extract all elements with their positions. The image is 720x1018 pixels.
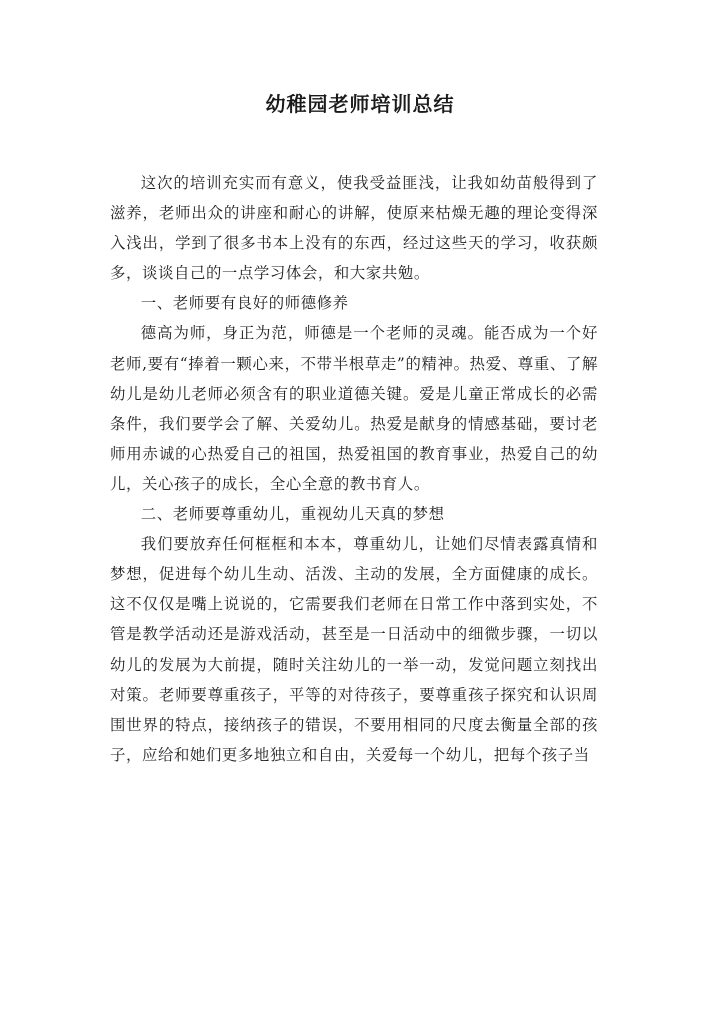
- heading-section-2: 二、老师要尊重幼儿，重视幼儿天真的梦想: [140, 505, 445, 524]
- paragraph-section-1: 德高为师，身正为范，师德是一个老师的灵魂。能否成为一个好老师,要有“捧着一颗心来，不带半根草走”的精神。热爱、尊重、了解幼儿是幼儿老师必须含有的职业道德关键。爱是儿童正常成长的必需条件，我们要学会了解、关爱幼儿。热爱是献身的情感基础，要讨老师用赤诚的心热爱自己的祖国，热爱祖国的教育事业，热爱自己的幼儿，关心孩子的成长，全心全意的教书育人。: [110, 324, 598, 493]
- heading-section-1: 一、老师要有良好的师德修养: [140, 294, 349, 313]
- document-title: 幼稚园老师培训总结: [265, 92, 455, 116]
- document-body: [110, 168, 598, 770]
- paragraph-intro: 这次的培训充实而有意义，使我受益匪浅，让我如幼苗般得到了滋养，老师出众的讲座和耐心的讲解，使原来枯燥无趣的理论变得深入浅出，学到了很多书本上没有的东西，经过这些天的学习，收获颇多，谈谈自己的一点学习体会，和大家共勉。: [110, 174, 598, 283]
- paragraph-section-2: 我们要放弃任何框框和本本，尊重幼儿，让她们尽情表露真情和梦想，促进每个幼儿生动、活泼、主动的发展，全方面健康的成长。这不仅仅是嘴上说说的，它需要我们老师在日常工作中落到实处，不管是教学活动还是游戏活动，甚至是一日活动中的细微步骤，一切以幼儿的发展为大前提，随时关注幼儿的一举一动，发觉问题立刻找出对策。老师要尊重孩子，平等的对待孩子，要尊重孩子探究和认识周围世界的特点，接纳孩子的错误，不要用相同的尺度去衡量全部的孩子，应给和她们更多地独立和自由，关爱每一个幼儿，把每个孩子当: [110, 535, 598, 764]
